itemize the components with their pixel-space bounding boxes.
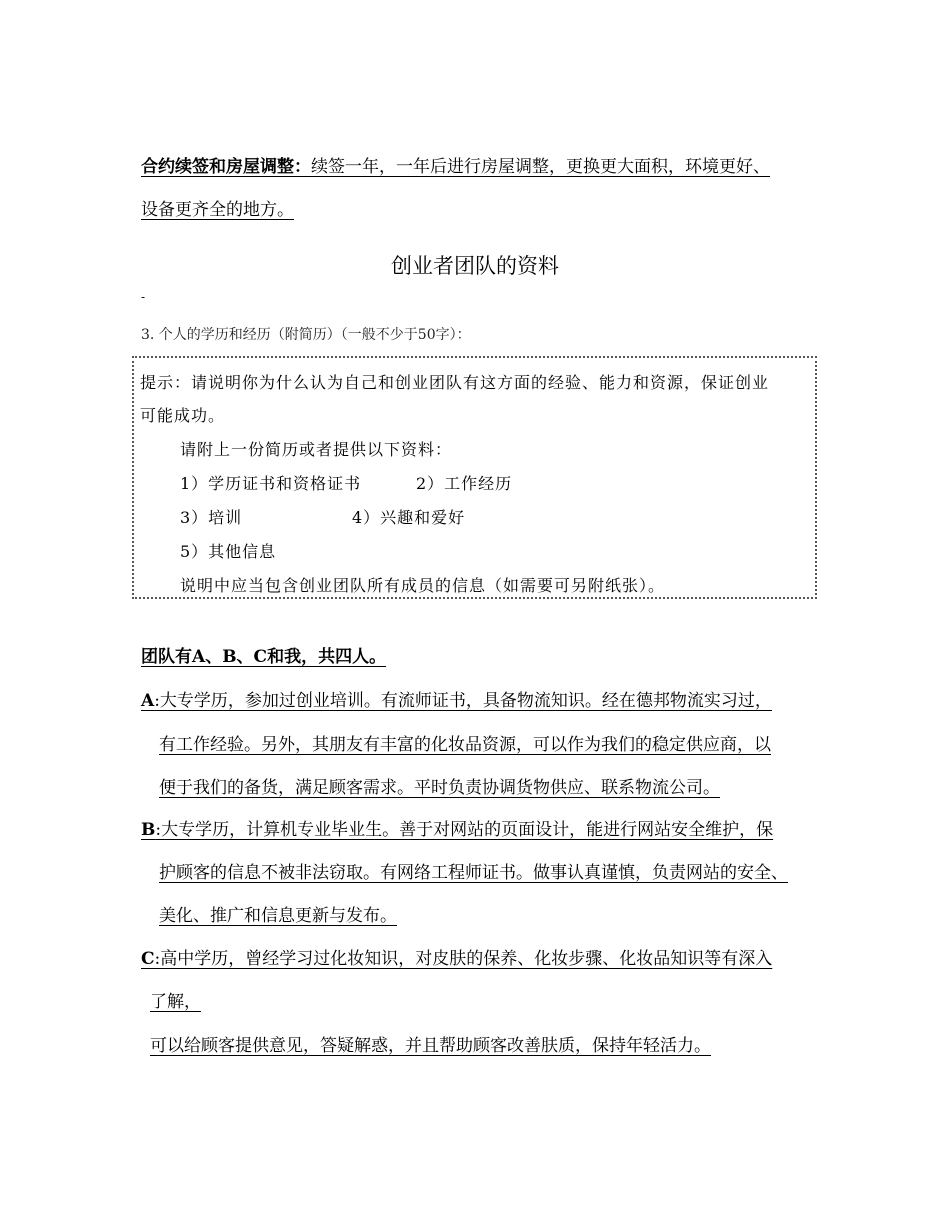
member-c-line1 (141, 948, 772, 970)
hint-item1: 1）学历证书和资格证书 (180, 474, 362, 493)
contract-paragraph-line2: 设备更齐全的地方。 (141, 200, 294, 220)
hint-line3: 请附上一份简历或者提供以下资料： (180, 440, 453, 459)
hint-line-last: 说明中应当包含创业团队所有成员的信息（如需要可另附纸张）。 (180, 576, 666, 595)
hint-item3: 3）培训 (180, 508, 243, 527)
member-b-line3: 美化、推广和信息更新与发布。 (159, 906, 397, 926)
member-b-text: :大专学历，计算机专业毕业生。善于对网站的页面设计，能进行网站安全维护，保 (155, 820, 774, 840)
member-a-line1 (141, 690, 772, 712)
member-a-line3: 便于我们的备货，满足顾客需求。平时负责协调货物供应、联系物流公司。 (159, 778, 720, 798)
hint-item2: 2）工作经历 (416, 474, 513, 493)
member-b-name: B (141, 820, 156, 840)
contract-paragraph-line1 (141, 156, 770, 178)
contract-text: 续签一年，一年后进行房屋调整，更换更大面积，环境更好、 (311, 157, 770, 177)
member-c-text: :高中学历，曾经学习过化妆知识，对皮肤的保养、化妆步骤、化妆品知识等有深入 (154, 949, 773, 969)
section-title: 创业者团队的资料 (391, 254, 559, 278)
hint-item5: 5）其他信息 (180, 542, 277, 561)
item3-heading: 3. 个人的学历和经历（附简历）（一般不少于50字）： (141, 327, 471, 343)
member-a-text: :大专学历，参加过创业培训。有流师证书，具备物流知识。经在德邦物流实习过， (154, 691, 772, 711)
member-b-line1 (141, 819, 773, 841)
member-c-line2: 了解， (150, 992, 201, 1012)
member-b-line2: 护顾客的信息不被非法窃取。有网络工程师证书。做事认真谨慎，负责网站的安全、 (159, 863, 788, 883)
hint-item4: 4）兴趣和爱好 (352, 508, 466, 527)
dash-marker: - (141, 290, 146, 304)
member-c-line3: 可以给顾客提供意见，答疑解惑，并且帮助顾客改善肤质，保持年轻活力。 (150, 1036, 711, 1056)
contract-label: 合约续签和房屋调整： (141, 157, 311, 177)
member-a-name: A (141, 691, 155, 711)
member-a-line2: 有工作经验。另外，其朋友有丰富的化妆品资源，可以作为我们的稳定供应商，以 (159, 735, 771, 755)
hint-line2: 可能成功。 (140, 406, 226, 425)
hint-box (132, 356, 817, 599)
hint-line1: 提示：请说明你为什么认为自己和创业团队有这方面的经验、能力和资源，保证创业 (140, 373, 770, 392)
member-c-name: C (141, 949, 155, 969)
team-heading: 团队有A、B、C和我，共四人。 (141, 647, 387, 667)
